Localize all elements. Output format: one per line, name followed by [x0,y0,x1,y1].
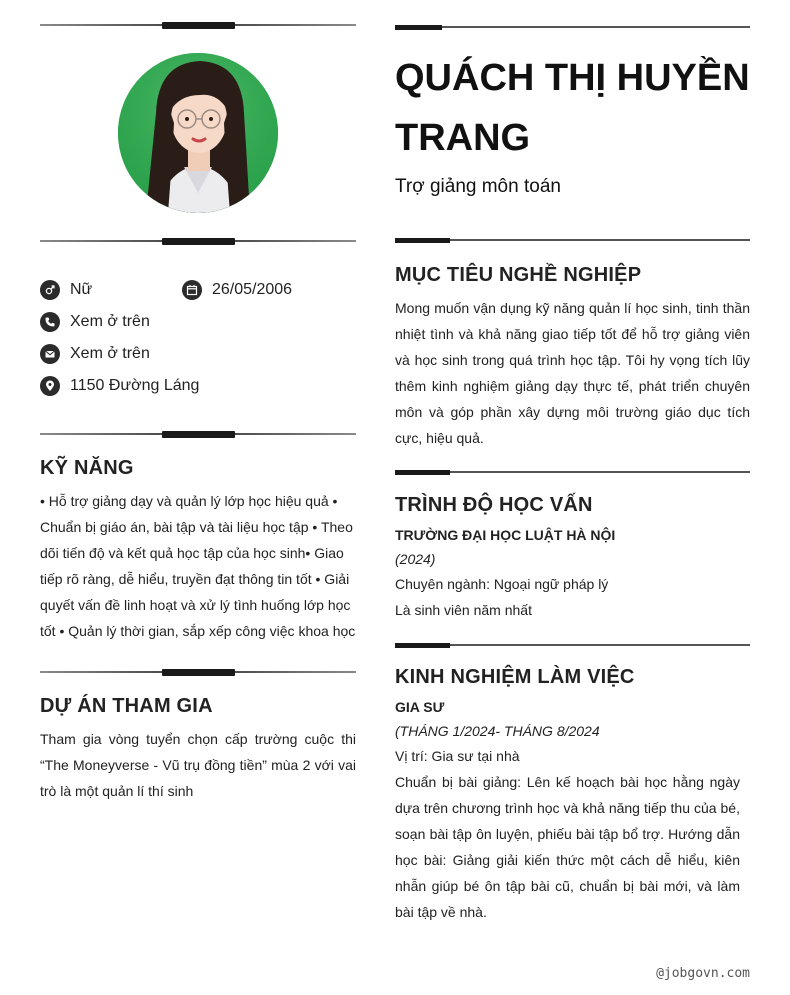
avatar [118,53,278,213]
address-row [40,375,199,397]
watermark: @jobgovn.com [656,966,750,981]
experience-role: GIA SƯ [395,699,445,715]
birthday-value: 26/05/2006 [212,281,293,298]
gender-value: Nữ [70,281,93,298]
experience-title: KINH NGHIỆM LÀM VIỆC [395,666,635,688]
experience-period: (THÁNG 1/2024- THÁNG 8/2024 [395,723,600,739]
experience-position: Vị trí: Gia sư tại nhà [395,748,520,764]
divider [40,431,356,439]
projects-title: DỰ ÁN THAM GIA [40,695,213,717]
divider [395,238,750,244]
phone-icon [40,312,60,332]
email-icon [40,344,60,364]
birthday-row [182,279,292,301]
phone-row [40,311,150,333]
skills-title: KỸ NĂNG [40,457,134,479]
phone-value: Xem ở trên [70,313,150,330]
gender-icon [40,280,60,300]
address-value: 1150 Đường Láng [70,377,200,394]
school-name: TRƯỜNG ĐẠI HỌC LUẬT HÀ NỘI [395,527,616,543]
education-title: TRÌNH ĐỘ HỌC VẤN [395,494,593,516]
candidate-name: QUÁCH THỊ HUYỀN TRANG [395,57,750,159]
portrait-photo [118,53,278,213]
calendar-icon [182,280,202,300]
location-pin-icon [40,376,60,396]
job-title: Trợ giảng môn toán [395,176,561,197]
gender-row [40,279,92,301]
objective-text: Mong muốn vận dụng kỹ năng quản lí học sinh, tinh thần nhiệt tình và khả năng giao tiếp tốt để hỗ trợ giảng viên và học sinh trong quá trình học tập. Tôi hy vọng tích lũy thêm kinh nghiệm giảng dạy thực tế, phát triển chuyên môn và góp phần xây dựng môi trường giáo dục tích cực, hiệu quả. [395,300,750,446]
objective-title: MỤC TIÊU NGHỀ NGHIỆP [395,264,642,286]
education-year: (2024) [395,551,436,567]
projects-text: Tham gia vòng tuyển chọn cấp trường cuộc thi “The Moneyverse - Vũ trụ đồng tiền” mùa 2 với vai trò là một quản lí thí sinh [40,731,356,799]
divider [395,25,750,31]
divider [40,238,356,246]
skills-text: • Hỗ trợ giảng dạy và quản lý lớp học hiệu quả • Chuẩn bị giáo án, bài tập và tài liệu học tập • Theo dõi tiến độ và kết quả học tập của học sinh• Giao tiếp rõ ràng, dễ hiểu, truyền đạt thông tin tốt • Giải quyết vấn đề linh hoạt và xử lý tình huống lớp học tốt • Quản lý thời gian, sắp xếp công việc khoa học [40,493,356,639]
education-major: Chuyên ngành: Ngoại ngữ pháp lý [395,576,609,592]
divider [395,643,750,649]
education-status: Là sinh viên năm nhất [395,602,532,618]
divider [40,669,356,677]
email-row [40,343,150,365]
divider [40,22,356,30]
divider [395,470,750,476]
email-value: Xem ở trên [70,345,150,362]
experience-description: Chuẩn bị bài giảng: Lên kế hoạch bài học hằng ngày dựa trên chương trình học và khả năng tiếp thu của bé, soạn bài tập ôn luyện, phiếu bài tập bổ trợ. Hướng dẫn học bài: Giảng giải kiến thức một cách dễ hiểu, kiên nhẫn giúp bé ôn tập bài cũ, chuẩn bị bài mới, và làm bài tập về nhà. [395,774,740,920]
